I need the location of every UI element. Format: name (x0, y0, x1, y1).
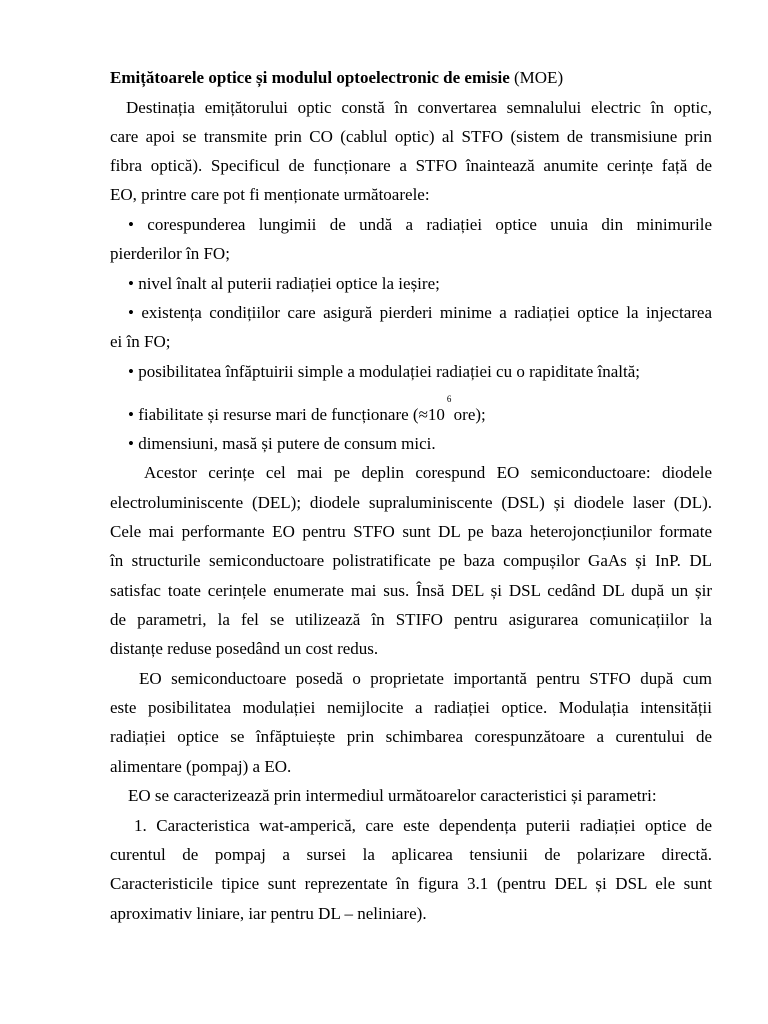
paragraph-line: Destinația emițătorului optic constă în convertarea semnalului electric în optic, (126, 98, 712, 117)
paragraph-line: electroluminiscente (DEL); diodele supraluminiscente (DSL) și diodele laser (DL). (110, 493, 712, 512)
paragraph-line: Acestor cerințe cel mai pe deplin corespund EO semiconductoare: diodele (144, 463, 712, 482)
list-item-text-end: ore); (449, 405, 486, 424)
paragraph-line: EO se caracterizează prin intermediul următoarelor caracteristici și parametri: (128, 786, 657, 805)
paragraph-line: distanțe reduse posedând un cost redus. (110, 639, 379, 658)
paragraph-line: fibra optică). Specificul de funcționare a STFO înaintează anumite cerințe față de (110, 156, 712, 175)
paragraph-line: satisfac toate cerințele enumerate mai sus. Însă DEL și DSL cedând DL după un șir (110, 581, 712, 600)
list-item-continuation: ei în FO; (110, 332, 171, 351)
list-item: • posibilitatea înfăptuirii simple a modulației radiației cu o rapiditate înaltă; (128, 362, 641, 381)
paragraph-line: alimentare (pompaj) a EO. (110, 757, 292, 776)
paragraph-line: aproximativ liniare, iar pentru DL – neliniare). (110, 904, 427, 923)
paragraph-line: este posibilitatea modulației nemijlocite a radiației optice. Modulația intensității (110, 698, 712, 717)
list-item-continuation: pierderilor în FO; (110, 244, 230, 263)
list-item: • corespunderea lungimii de undă a radiației optice unuia din minimurile (128, 215, 712, 234)
paragraph-line: EO semiconductoare posedă o proprietate importantă pentru STFO după cum (139, 669, 712, 688)
paragraph-line: radiației optice se înfăptuiește prin schimbarea corespunzătoare a curentului de (110, 727, 712, 746)
section-title-suffix: (MOE) (509, 68, 564, 87)
section-title-text: Emițătoarele optice și modulul optoelectronic de emisie (110, 68, 510, 87)
list-item: • nivel înalt al puterii radiației optice la ieșire; (128, 274, 440, 293)
list-item: • existența condițiilor care asigură pierderi minime a radiației optice la injectarea (128, 303, 712, 322)
list-item: • dimensiuni, masă și putere de consum mici. (128, 434, 436, 453)
paragraph-line: curentul de pompaj a sursei la aplicarea tensiunii de polarizare directă. (110, 845, 712, 864)
paragraph-line: care apoi se transmite prin CO (cablul optic) al STFO (sistem de transmisiune prin (110, 127, 712, 146)
list-item (128, 394, 730, 427)
exponent: 6 (446, 394, 452, 404)
section-title (110, 68, 712, 88)
list-item-text: • fiabilitate și resurse mari de funcționare (≈10 (128, 405, 445, 424)
paragraph-line: Caracteristicile tipice sunt reprezentate în figura 3.1 (pentru DEL și DSL ele sunt (110, 874, 712, 893)
paragraph-line: Cele mai performante EO pentru STFO sunt DL pe baza heterojoncțiunilor formate (110, 522, 712, 541)
paragraph-line: 1. Caracteristica wat-amperică, care este dependența puterii radiației optice de (134, 816, 712, 835)
paragraph-line: în structurile semiconductoare polistratificate pe baza compușilor GaAs și InP. DL (110, 551, 712, 570)
paragraph-line: de parametri, la fel se utilizează în STIFO pentru asigurarea comunicațiilor la (110, 610, 712, 629)
paragraph-line: EO, printre care pot fi menționate următoarele: (110, 185, 430, 204)
